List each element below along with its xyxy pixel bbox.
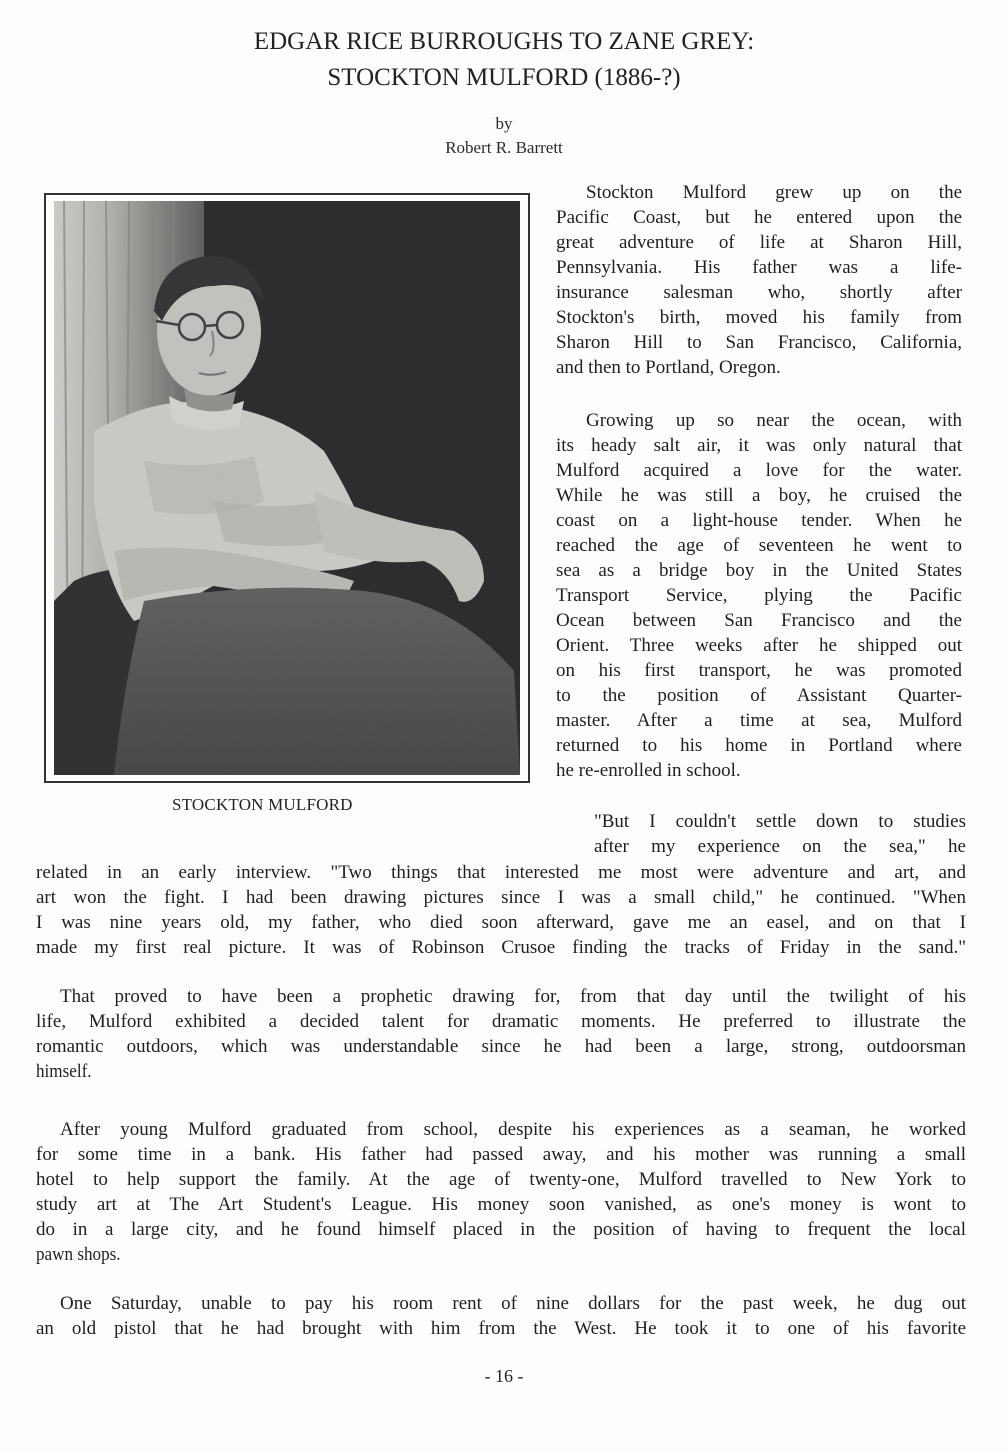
text-line: Sharon Hill to San Francisco, California, <box>556 332 962 353</box>
text-line: "But I couldn't settle down to studies <box>594 811 966 832</box>
text-line: to the position of Assistant Quarter- <box>556 685 962 706</box>
text-line: reached the age of seventeen he went to <box>556 535 962 556</box>
text-line: Ocean between San Francisco and the <box>556 610 962 631</box>
text-line: I was nine years old, my father, who died soon afterward, gave me an easel, and on that I <box>36 912 966 933</box>
text-line: hotel to help support the family. At the age of twenty-one, Mulford travelled to New York to <box>36 1169 966 1190</box>
text-line: related in an early interview. "Two things that interested me most were adventure and art, and <box>36 862 966 883</box>
paragraph-3-continued <box>36 860 966 960</box>
paragraph-2 <box>556 408 962 783</box>
paragraph-5 <box>36 1117 966 1267</box>
article-title-line-1: EDGAR RICE BURROUGHS TO ZANE GREY: <box>253 28 755 55</box>
text-line: While he was still a boy, he cruised the <box>556 485 962 506</box>
text-line: life, Mulford exhibited a decided talent for dramatic moments. He preferred to illustrate the <box>36 1011 966 1032</box>
text-line: he re-enrolled in school. <box>556 760 741 781</box>
byline-author: Robert R. Barrett <box>445 138 563 157</box>
text-line: Mulford acquired a love for the water. <box>556 460 962 481</box>
text-line: insurance salesman who, shortly after <box>556 282 962 303</box>
text-line: great adventure of life at Sharon Hill, <box>556 232 962 253</box>
text-line: pawn shops. <box>36 1244 121 1265</box>
text-line: an old pistol that he had brought with him from the West. He took it to one of his favorite <box>36 1318 966 1339</box>
paragraph-1 <box>556 180 962 380</box>
text-line: Pacific Coast, but he entered upon the <box>556 207 962 228</box>
article-title-line-2: STOCKTON MULFORD (1886-?) <box>327 64 681 91</box>
text-line: made my first real picture. It was of Robinson Crusoe finding the tracks of Friday in the sand." <box>36 937 966 958</box>
text-line: Pennsylvania. His father was a life- <box>556 257 962 278</box>
text-line: Stockton Mulford grew up on the <box>586 182 962 203</box>
text-line: its heady salt air, it was only natural that <box>556 435 962 456</box>
text-line: One Saturday, unable to pay his room rent of nine dollars for the past week, he dug out <box>60 1293 966 1314</box>
photo-caption: STOCKTON MULFORD <box>172 795 353 814</box>
text-line: Orient. Three weeks after he shipped out <box>556 635 962 656</box>
text-line: romantic outdoors, which was understandable since he had been a large, strong, outdoorsman <box>36 1036 966 1057</box>
text-line: and then to Portland, Oregon. <box>556 357 781 378</box>
page-number: - 16 - <box>484 1366 524 1386</box>
text-line: Stockton's birth, moved his family from <box>556 307 962 328</box>
text-line: Transport Service, plying the Pacific <box>556 585 962 606</box>
portrait-photo <box>54 201 520 775</box>
text-line: coast on a light-house tender. When he <box>556 510 962 531</box>
paragraph-4 <box>36 984 966 1084</box>
text-line: on his first transport, he was promoted <box>556 660 962 681</box>
text-line: That proved to have been a prophetic drawing for, from that day until the twilight of his <box>60 986 966 1007</box>
text-line: returned to his home in Portland where <box>556 735 962 756</box>
text-line: himself. <box>36 1061 92 1082</box>
text-line: Growing up so near the ocean, with <box>586 410 962 431</box>
text-line: After young Mulford graduated from school, despite his experiences as a seaman, he worked <box>60 1119 966 1140</box>
text-line: sea as a bridge boy in the United States <box>556 560 962 581</box>
text-line: after my experience on the sea," he <box>594 836 966 857</box>
text-line: for some time in a bank. His father had passed away, and his mother was running a small <box>36 1144 966 1165</box>
text-line: do in a large city, and he found himself placed in the position of having to frequent the local <box>36 1219 966 1240</box>
paragraph-6 <box>36 1291 966 1341</box>
portrait-illustration <box>54 201 520 775</box>
byline-by: by <box>495 114 513 133</box>
text-line: master. After a time at sea, Mulford <box>556 710 962 731</box>
paragraph-3-start <box>594 809 966 859</box>
text-line: art won the fight. I had been drawing pictures since I was a small child," he continued. "When <box>36 887 966 908</box>
text-line: study art at The Art Student's League. His money soon vanished, as one's money is wont to <box>36 1194 966 1215</box>
photo-frame <box>44 193 530 783</box>
